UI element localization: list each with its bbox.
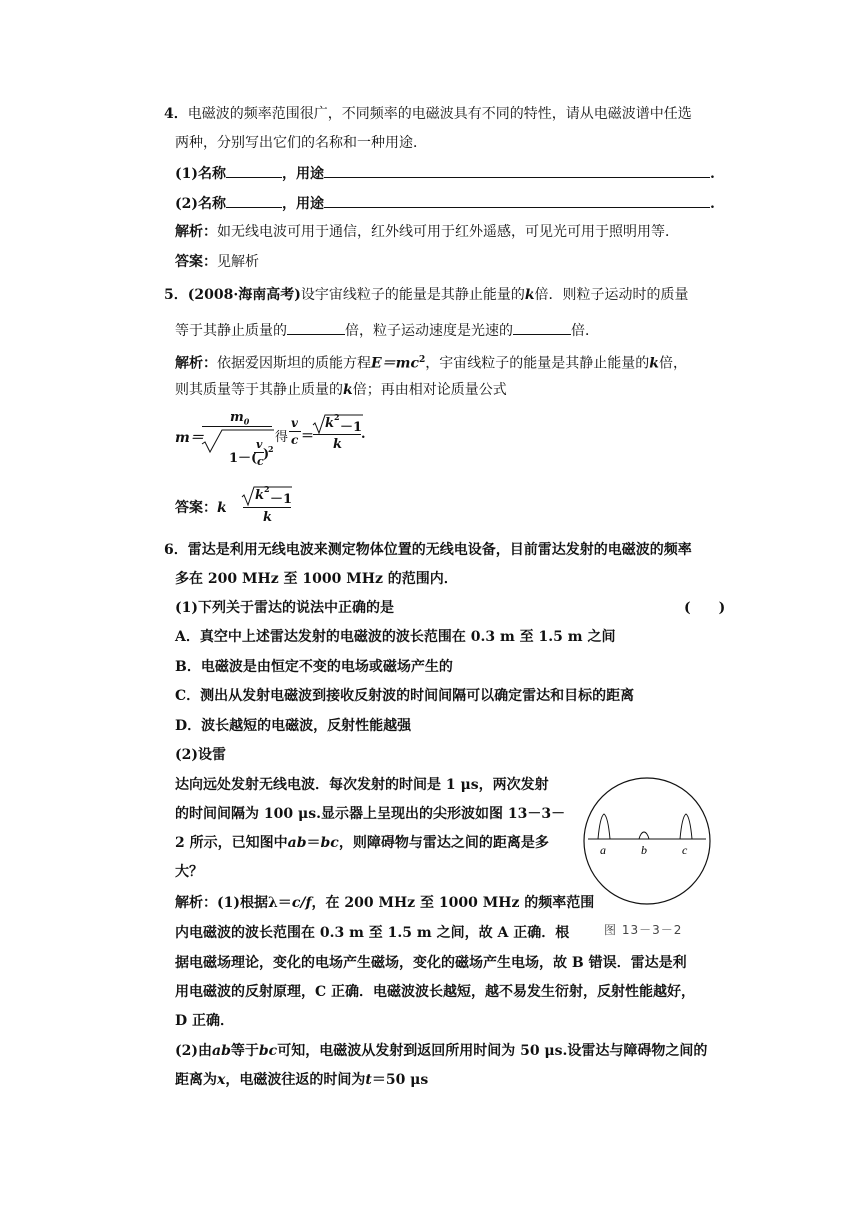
q6-analysis-line3: 据电磁场理论，变化的电场产生磁场，变化的磁场产生电场，故 B 错误．雷达是利 bbox=[175, 955, 687, 971]
q6-stem-line1: 6．雷达是利用无线电波来测定物体位置的无线电设备，目前雷达发射的电磁波的频率 bbox=[164, 542, 692, 558]
formula-fraction-bar bbox=[202, 426, 272, 427]
q6-stem-line2: 多在 200 MHz 至 1000 MHz 的范围内． bbox=[175, 571, 458, 587]
document-page: 4．电磁波的频率范围很广，不同频率的电磁波具有不同的特性，请从电磁波谱中任选 两种，分别写出它们的名称和一种用途． (1)名称 ，用途 . (2)名称 ，用途 . 解析：如无线电波可用于通信，红外线可用于红外遥感，可见光可用于照明用等． 答案：见解析 5．(2008·海南高考)设宇宙线粒子的能量是其静止能量的k倍．则粒子运动时的质量 等于其静止质量的 倍，粒子运动速度是光速的 倍． 解析：依据爱因斯坦的质能方程$E=mc^2$，宇宙线粒子的能量是其静止能量的k倍， 则其质量等于其静止质量的k倍；再由相对论质量公式 m＝ $m_0$ 1－( v c ) 2 得 v c ＝ k 2 －1 k . 答案：k k 2 －1 k 6．雷达是利用无线电波来测定物体位置的无线电设备，目前雷达发射的电磁波的频率 多在 200 MHz 至 1000 MHz 的范围内． (1)下列关于雷达的说法中正确的是 ( ) A．真空中上述雷达发射的电磁波的波长范围在 0.3 m 至 1.5 m 之间 B．电磁波是由恒定不变的电场或磁场产生的 C．测出从发射电磁波到接收反射波的时间间隔可以确定雷达和目标的距离 D．波长越短的电磁波，反射性能越强 (2)设雷 达向远处发射无线电波．每次发射的时间是 1 μs，两次发射 的时间间隔为 100 μs.显示器上呈现出的尖形波如图 13－3－ 2 所示，已知图中ab＝bc，则障碍物与雷达之间的距离是多 大？ a b c 图 13－3－2 解析：(1)根据λ＝c/f，在 200 MHz 至 1000 MHz 的频率范围 内电磁波的波长范围在 0.3 m 至 1.5 m 之间，故 A 正确．根 据电磁场理论，变化的电场产生磁场，变化的磁场产生电场，故 B 错误．雷达是利 用电磁波的反射原理，C 正确．电磁波波长越短，越不易发生衍射，反射性能越好， D 正确． (2)由ab等于bc可知，电磁波从发射到返回所用时间为 50 μs.设雷达与障碍物之间的 距离为x，电磁波往返的时间为t＝50 μs bbox=[164, 106, 726, 1088]
q5-stem-line2: 等于其静止质量的 倍，粒子运动速度是光速的 倍． bbox=[175, 320, 599, 341]
q6-analysis-line2: 内电磁波的波长范围在 0.3 m 至 1.5 m 之间，故 A 正确．根 bbox=[175, 925, 570, 941]
q6-option-a: A．真空中上述雷达发射的电磁波的波长范围在 0.3 m 至 1.5 m 之间 bbox=[175, 629, 616, 645]
q6-option-c: C．测出从发射电磁波到接收反射波的时间间隔可以确定雷达和目标的距离 bbox=[175, 688, 635, 704]
q6-analysis-line6: (2)由ab等于bc可知，电磁波从发射到返回所用时间为 50 μs.设雷达与障碍物之间的 bbox=[175, 1043, 708, 1059]
q6-sub2: (2)设雷 bbox=[175, 747, 226, 763]
fig-label-c: c bbox=[682, 843, 688, 857]
q4-stem-line2: 两种，分别写出它们的名称和一种用途． bbox=[175, 135, 427, 151]
q4-item2: (2)名称 ，用途 . bbox=[175, 193, 715, 214]
q6-option-d: D．波长越短的电磁波，反射性能越强 bbox=[175, 718, 412, 734]
q4-item1: (1)名称 ，用途 . bbox=[175, 163, 715, 184]
radar-display-figure bbox=[582, 776, 712, 906]
figure-caption: 图 13－3－2 bbox=[604, 923, 683, 937]
fig-label-a: a bbox=[600, 843, 606, 857]
q6-sub2-line4: 大？ bbox=[175, 864, 203, 880]
q6-sub2-line1: 达向远处发射无线电波．每次发射的时间是 1 μs，两次发射 bbox=[175, 777, 549, 793]
answer-parentheses: ( ) bbox=[684, 600, 726, 616]
q4-analysis: 解析：如无线电波可用于通信，红外线可用于红外遥感，可见光可用于照明用等． bbox=[175, 224, 679, 240]
q6-analysis-line4: 用电磁波的反射原理，C 正确．电磁波波长越短，越不易发生衍射，反射性能越好， bbox=[175, 984, 696, 1000]
q5-answer: 答案：k bbox=[175, 500, 227, 516]
fig-label-b: b bbox=[641, 843, 647, 857]
q4-answer: 答案：见解析 bbox=[175, 254, 259, 270]
q6-analysis-line1: 解析：(1)根据λ＝c/f，在 200 MHz 至 1000 MHz 的频率范围 bbox=[175, 895, 595, 911]
q6-sub2-line2: 的时间间隔为 100 μs.显示器上呈现出的尖形波如图 13－3－ bbox=[175, 806, 566, 822]
q6-analysis-line7: 距离为x，电磁波往返的时间为t＝50 μs bbox=[175, 1072, 429, 1088]
q6-sub1: (1)下列关于雷达的说法中正确的是 bbox=[175, 600, 394, 616]
q4-stem-line1: 4．电磁波的频率范围很广，不同频率的电磁波具有不同的特性，请从电磁波谱中任选 bbox=[164, 106, 692, 122]
q6-analysis-line5: D 正确． bbox=[175, 1013, 235, 1029]
q5-analysis-line1: 解析：依据爱因斯坦的质能方程$E=mc^2$，宇宙线粒子的能量是其静止能量的k倍， bbox=[175, 355, 687, 372]
q6-sub2-line3: 2 所示，已知图中ab＝bc，则障碍物与雷达之间的距离是多 bbox=[175, 835, 549, 851]
formula-m0: $m_0$ bbox=[230, 410, 250, 427]
q6-option-b: B．电磁波是由恒定不变的电场或磁场产生的 bbox=[175, 659, 453, 675]
q5-stem-line1: 5．(2008·海南高考)设宇宙线粒子的能量是其静止能量的k倍．则粒子运动时的质量 bbox=[164, 287, 689, 303]
q5-analysis-line2: 则其质量等于其静止质量的k倍；再由相对论质量公式 bbox=[175, 382, 507, 398]
